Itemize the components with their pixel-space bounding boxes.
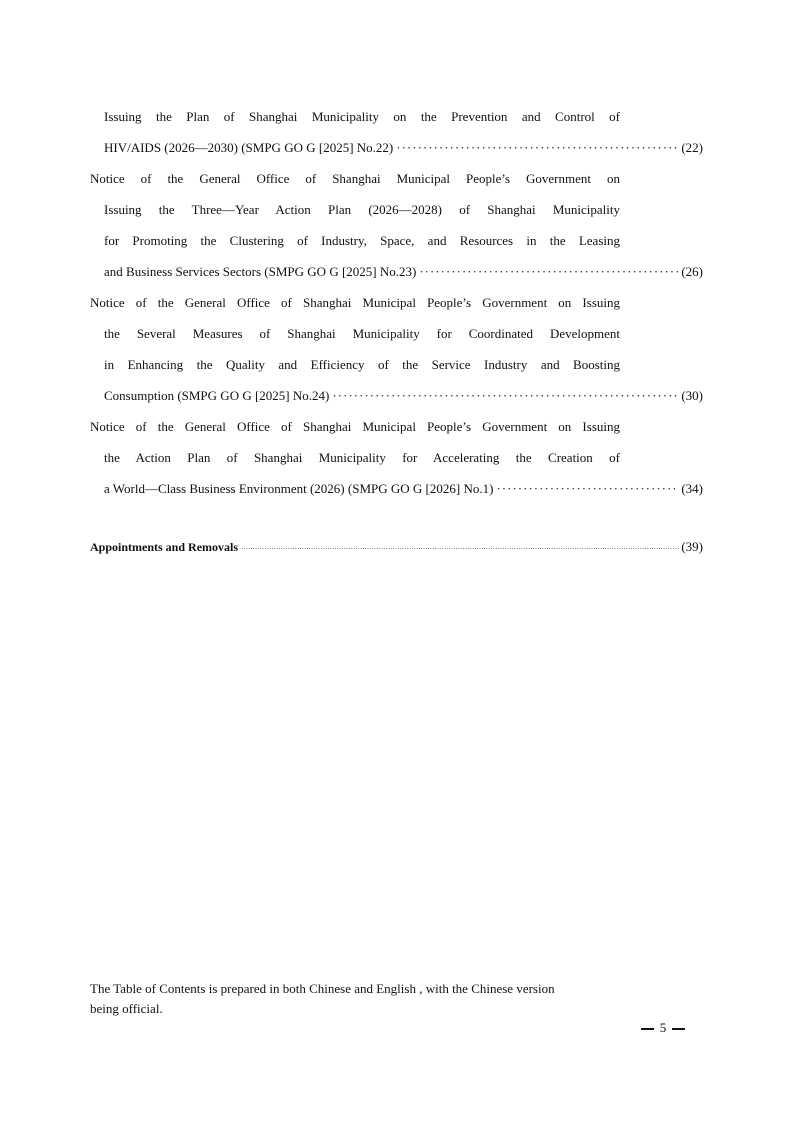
toc-page-ref: (39): [681, 539, 703, 554]
dash-left: [641, 1028, 654, 1030]
toc-page-ref: (26): [681, 264, 703, 279]
page-number-value: 5: [659, 1020, 667, 1035]
toc-entry-line: Issuing the Plan of Shanghai Municipality on the Prevention and Control of: [104, 109, 620, 124]
toc-section-appointments[interactable]: [90, 531, 703, 562]
dot-leader: [496, 473, 679, 504]
toc-entry-line: the Action Plan of Shanghai Municipality for Accelerating the Creation of: [104, 450, 620, 465]
toc-entry-line: Notice of the General Office of Shanghai Municipal People’s Government on Issuing: [90, 295, 620, 310]
page-number: [628, 1018, 698, 1038]
toc-entry-line: Notice of the General Office of Shanghai Municipal People’s Government on: [90, 171, 620, 186]
footnote-line: being official.: [90, 1001, 163, 1016]
footnote-line: The Table of Contents is prepared in both Chinese and English , with the Chinese version: [90, 981, 555, 996]
toc-entry-text: HIV/AIDS (2026—2030) (SMPG GO G [2025] No.22): [104, 140, 394, 155]
toc-entry-line: for Promoting the Clustering of Industry, Space, and Resources in the Leasing: [104, 233, 620, 248]
toc-entry-text: Consumption (SMPG GO G [2025] No.24): [104, 388, 330, 403]
toc-page-ref: (22): [681, 140, 703, 155]
toc-entry-line-last: [90, 473, 703, 504]
toc-entry-line: Issuing the Three—Year Action Plan (2026—2028) of Shanghai Municipality: [104, 202, 620, 217]
toc-entry-line: Notice of the General Office of Shanghai Municipal People’s Government on Issuing: [90, 419, 620, 434]
dot-leader: [396, 132, 679, 163]
toc-entry[interactable]: [90, 287, 703, 411]
section-title: Appointments and Removals: [90, 540, 239, 554]
toc-entry-line: in Enhancing the Quality and Efficiency of the Service Industry and Boosting: [104, 357, 620, 372]
toc-entry-line-last: [90, 256, 703, 287]
dot-leader: [241, 534, 679, 565]
toc-page-ref: (34): [681, 481, 703, 496]
table-of-contents: [90, 101, 703, 504]
toc-entry-line-last: [90, 132, 703, 163]
toc-entry-line: the Several Measures of Shanghai Municipality for Coordinated Development: [104, 326, 620, 341]
toc-entry[interactable]: [90, 411, 703, 504]
dot-leader: [332, 380, 679, 411]
dash-right: [672, 1028, 685, 1030]
toc-page-ref: (30): [681, 388, 703, 403]
dot-leader: [419, 256, 679, 287]
footnote: [90, 979, 630, 1019]
toc-entry[interactable]: [90, 163, 703, 287]
toc-entry[interactable]: [90, 101, 703, 163]
toc-entry-line-last: [90, 380, 703, 411]
toc-entry-text: and Business Services Sectors (SMPG GO G [2025] No.23): [104, 264, 417, 279]
toc-entry-text: a World—Class Business Environment (2026) (SMPG GO G [2026] No.1): [104, 481, 494, 496]
